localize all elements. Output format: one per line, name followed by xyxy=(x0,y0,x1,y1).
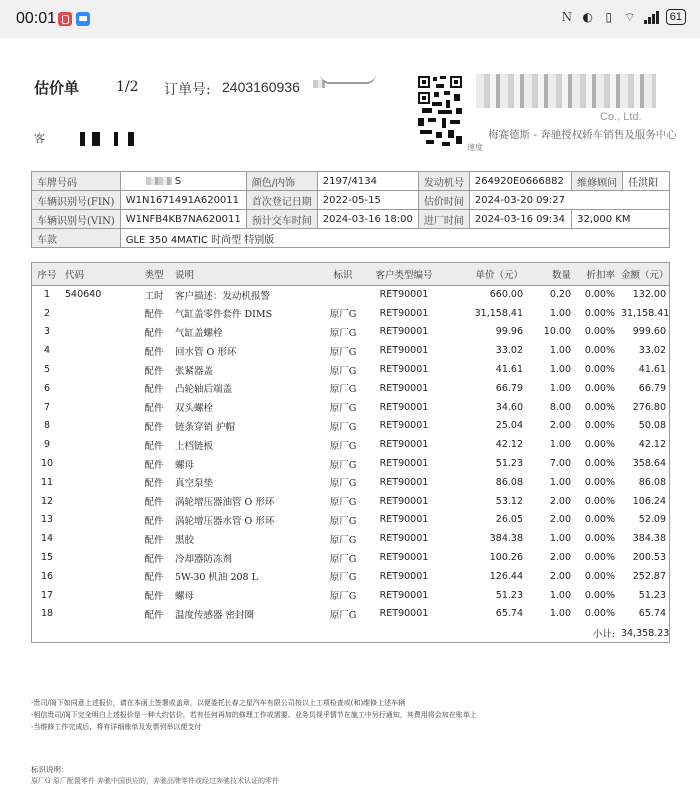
row-desc: 链条穿销 护帽 xyxy=(175,421,236,433)
row-desc: 5W-30 机油 208 L xyxy=(175,572,258,584)
battery-indicator: 61 xyxy=(666,9,686,25)
row-desc: 涡轮增压器油管 O 形环 xyxy=(175,497,275,509)
row-type: 配件 xyxy=(144,497,164,509)
row-qty: 2.00 xyxy=(549,552,571,564)
row-code: 540640 xyxy=(65,289,102,301)
scroll-handle xyxy=(320,74,376,84)
table-row xyxy=(32,379,669,398)
col-discount: 折扣率 xyxy=(574,263,618,285)
model-label: 车款 xyxy=(32,229,121,248)
row-qty: 2.00 xyxy=(549,420,571,432)
row-type: 配件 xyxy=(144,384,164,396)
row-no: 12 xyxy=(40,495,54,507)
row-type: 配件 xyxy=(144,327,164,339)
row-price: 51.23 xyxy=(495,589,523,601)
subtotal-label: 小计: xyxy=(592,629,615,641)
entry-time-label: 进厂时间 xyxy=(418,210,469,229)
row-discount: 0.00% xyxy=(584,476,615,488)
row-cust-code: RET90001 xyxy=(379,476,429,488)
row-mark: 原厂G xyxy=(329,572,357,584)
row-qty: 1.00 xyxy=(549,364,571,376)
row-mark: 原厂G xyxy=(329,365,357,377)
engine-label: 发动机号 xyxy=(418,172,469,191)
nfc-icon: Ｎ xyxy=(560,10,573,24)
row-desc: 真空泵垫 xyxy=(175,478,214,490)
status-icons xyxy=(560,9,686,25)
company-name-en: Co., Ltd. xyxy=(600,111,642,123)
row-no: 9 xyxy=(43,439,51,451)
row-code xyxy=(62,605,136,624)
row-mark: 原厂G xyxy=(329,346,357,358)
row-mark: 原厂G xyxy=(329,497,357,509)
note-line: -相信贵司/阁下完全明白上述报价是一种大约估价，若有任何再加的修理工作或需要、业务员视乎情节在施工中另行通知，其费用将会加在账单上 xyxy=(31,711,477,719)
model-value: GLE 350 4MATIC 时尚型 特别版 xyxy=(120,229,669,248)
row-mark xyxy=(322,285,364,304)
row-type: 配件 xyxy=(144,365,164,377)
row-code xyxy=(62,511,136,530)
row-qty: 1.00 xyxy=(549,476,571,488)
row-amount: 52.09 xyxy=(638,514,666,526)
row-code xyxy=(62,548,136,567)
col-desc: 说明 xyxy=(172,263,322,285)
row-mark: 原厂G xyxy=(329,327,357,339)
col-cust-code: 客户类型编号 xyxy=(364,263,444,285)
row-type: 配件 xyxy=(144,309,164,321)
row-qty: 2.00 xyxy=(549,514,571,526)
row-discount: 0.00% xyxy=(584,401,615,413)
table-row xyxy=(32,417,669,436)
color-value: 2197/4134 xyxy=(317,172,418,191)
row-code xyxy=(62,454,136,473)
row-discount: 0.00% xyxy=(584,326,615,338)
row-type: 配件 xyxy=(144,421,164,433)
customer-label: 客 xyxy=(34,132,45,145)
row-amount: 41.61 xyxy=(638,364,666,376)
row-type: 配件 xyxy=(144,515,164,527)
row-discount: 0.00% xyxy=(584,608,615,620)
line-items-panel xyxy=(31,262,670,643)
row-price: 31,158.41 xyxy=(474,307,523,319)
row-cust-code: RET90001 xyxy=(379,552,429,564)
row-mark: 原厂G xyxy=(329,384,357,396)
row-code xyxy=(62,304,136,323)
vehicle-info-table xyxy=(31,171,670,248)
row-cust-code: RET90001 xyxy=(379,570,429,582)
first-registration-label: 首次登记日期 xyxy=(246,191,317,210)
row-price: 100.26 xyxy=(489,552,523,564)
color-label: 颜色/内饰 xyxy=(246,172,317,191)
row-desc: 螺母 xyxy=(175,459,195,471)
row-type: 配件 xyxy=(144,440,164,452)
col-code: 代码 xyxy=(62,263,136,285)
table-row xyxy=(32,435,669,454)
row-type: 配件 xyxy=(144,609,164,621)
row-cust-code: RET90001 xyxy=(379,345,429,357)
table-row xyxy=(32,341,669,360)
company-address: 速度 xyxy=(467,143,483,152)
row-cust-code: RET90001 xyxy=(379,589,429,601)
row-desc: 螺母 xyxy=(175,591,195,603)
row-desc: 双头螺栓 xyxy=(175,403,214,415)
row-type: 配件 xyxy=(144,478,164,490)
row-amount: 65.74 xyxy=(638,608,666,620)
row-desc: 上档链板 xyxy=(175,440,214,452)
vin-value: W1NFB4KB7NA620011 xyxy=(120,210,246,229)
customer-redaction xyxy=(80,132,136,146)
row-discount: 0.00% xyxy=(584,345,615,357)
row-price: 86.08 xyxy=(495,476,523,488)
row-price: 41.61 xyxy=(495,364,523,376)
row-mark: 原厂G xyxy=(329,591,357,603)
row-code xyxy=(62,417,136,436)
qr-code xyxy=(416,74,464,148)
table-row xyxy=(32,529,669,548)
row-cust-code: RET90001 xyxy=(379,382,429,394)
table-row xyxy=(32,398,669,417)
mileage-value: 32,000 KM xyxy=(572,210,670,229)
row-price: 51.23 xyxy=(495,458,523,470)
terms-notes xyxy=(31,697,651,733)
row-mark: 原厂G xyxy=(329,309,357,321)
row-amount: 358.64 xyxy=(632,458,666,470)
col-price: 单价（元） xyxy=(444,263,526,285)
row-mark: 原厂G xyxy=(329,421,357,433)
row-qty: 0.20 xyxy=(549,289,571,301)
row-mark: 原厂G xyxy=(329,459,357,471)
row-type: 配件 xyxy=(144,403,164,415)
row-price: 33.02 xyxy=(495,345,523,357)
row-qty: 1.00 xyxy=(549,589,571,601)
row-type: 配件 xyxy=(144,346,164,358)
dnd-icon: ◐ xyxy=(582,10,593,24)
fin-label: 车辆识别号(FIN) xyxy=(32,191,121,210)
row-desc: 黑胶 xyxy=(175,534,195,546)
row-code xyxy=(62,435,136,454)
row-amount: 132.00 xyxy=(632,289,666,301)
table-header-row xyxy=(32,263,669,285)
row-code xyxy=(62,379,136,398)
table-row xyxy=(32,323,669,342)
subtotal-value: 34,358.23 xyxy=(621,627,669,639)
order-number-value: 2403160936 xyxy=(222,79,300,95)
row-no: 15 xyxy=(40,552,54,564)
row-no: 6 xyxy=(43,382,51,394)
row-discount: 0.00% xyxy=(584,495,615,507)
note-line: -贵司/阁下如同意上述报价，请在本函上签署或盖章，以便委托长春之星汽车有限公司按以上工项检查或(和)维修上述车辆 xyxy=(31,699,406,707)
row-amount: 66.79 xyxy=(638,382,666,394)
row-desc: 冷却器防冻剂 xyxy=(175,553,233,565)
legend-title: 标识说明： xyxy=(31,765,69,774)
table-row xyxy=(32,360,669,379)
row-price: 34.60 xyxy=(495,401,523,413)
row-cust-code: RET90001 xyxy=(379,420,429,432)
notification-chat-icon xyxy=(76,12,90,26)
row-desc: 气缸盖螺栓 xyxy=(175,327,223,339)
row-price: 53.12 xyxy=(495,495,523,507)
row-amount: 86.08 xyxy=(638,476,666,488)
row-code xyxy=(62,473,136,492)
row-code xyxy=(62,586,136,605)
col-no: 序号 xyxy=(32,263,62,285)
fin-value: W1N1671491A620011 xyxy=(120,191,246,210)
row-cust-code: RET90001 xyxy=(379,514,429,526)
vibrate-icon: ▯ xyxy=(605,10,613,24)
row-no: 5 xyxy=(43,364,51,376)
engine-value: 264920E0666882 xyxy=(469,172,571,191)
row-qty: 1.00 xyxy=(549,608,571,620)
table-row xyxy=(32,454,669,473)
row-qty: 1.00 xyxy=(549,533,571,545)
row-desc: 张紧器盖 xyxy=(175,365,214,377)
notification-app-icon xyxy=(58,12,72,26)
row-discount: 0.00% xyxy=(584,382,615,394)
row-discount: 0.00% xyxy=(584,533,615,545)
status-bar xyxy=(0,0,700,38)
row-qty: 1.00 xyxy=(549,307,571,319)
row-desc: 回水管 O 形环 xyxy=(175,346,237,358)
row-price: 66.79 xyxy=(495,382,523,394)
row-no: 2 xyxy=(43,307,51,319)
first-registration-value: 2022-05-15 xyxy=(317,191,418,210)
row-no: 16 xyxy=(40,570,54,582)
company-name-cn: 梅赛德斯 - 奔驰授权轿车销售及服务中心 xyxy=(488,129,677,141)
order-number-label: 订单号: xyxy=(164,82,211,98)
col-qty: 数量 xyxy=(526,263,574,285)
row-no: 8 xyxy=(43,420,51,432)
delivery-time-value: 2024-03-16 18:00 xyxy=(317,210,418,229)
row-type: 配件 xyxy=(144,459,164,471)
row-price: 99.96 xyxy=(495,326,523,338)
row-price: 384.38 xyxy=(489,533,523,545)
entry-time-value: 2024-03-16 09:34 xyxy=(469,210,571,229)
row-no: 10 xyxy=(40,458,54,470)
row-price: 65.74 xyxy=(495,608,523,620)
row-type: 工时 xyxy=(144,290,164,302)
row-discount: 0.00% xyxy=(584,570,615,582)
row-amount: 276.80 xyxy=(632,401,666,413)
row-amount: 33.02 xyxy=(638,345,666,357)
vin-label: 车辆识别号(VIN) xyxy=(32,210,121,229)
advisor-label: 维修顾问 xyxy=(572,172,623,191)
row-mark: 原厂G xyxy=(329,515,357,527)
company-name-redaction xyxy=(476,74,656,108)
row-cust-code: RET90001 xyxy=(379,289,429,301)
row-discount: 0.00% xyxy=(584,289,615,301)
row-discount: 0.00% xyxy=(584,458,615,470)
table-row xyxy=(32,548,669,567)
row-no: 11 xyxy=(40,476,54,488)
table-row xyxy=(32,473,669,492)
advisor-value: 任洪阳 xyxy=(623,172,670,191)
row-discount: 0.00% xyxy=(584,364,615,376)
row-mark: 原厂G xyxy=(329,534,357,546)
row-mark: 原厂G xyxy=(329,440,357,452)
wifi-icon: ⌔ xyxy=(624,10,636,24)
row-qty: 1.00 xyxy=(549,345,571,357)
line-items-table xyxy=(32,263,669,643)
row-code xyxy=(62,529,136,548)
table-row xyxy=(32,605,669,624)
row-desc: 涡轮增压器水管 O 形环 xyxy=(175,515,275,527)
col-mark: 标识 xyxy=(322,263,364,285)
row-type: 配件 xyxy=(144,553,164,565)
row-discount: 0.00% xyxy=(584,307,615,319)
row-price: 25.04 xyxy=(495,420,523,432)
row-amount: 51.23 xyxy=(638,589,666,601)
row-mark: 原厂G xyxy=(329,403,357,415)
row-no: 14 xyxy=(40,533,54,545)
row-desc: 温度传感器 密封圈 xyxy=(175,609,255,621)
row-amount: 31,158.41 xyxy=(621,307,669,319)
row-cust-code: RET90001 xyxy=(379,439,429,451)
table-row xyxy=(32,304,669,323)
row-discount: 0.00% xyxy=(584,589,615,601)
redaction xyxy=(313,80,325,88)
row-cust-code: RET90001 xyxy=(379,458,429,470)
row-cust-code: RET90001 xyxy=(379,307,429,319)
row-cust-code: RET90001 xyxy=(379,364,429,376)
row-price: 660.00 xyxy=(489,289,523,301)
row-cust-code: RET90001 xyxy=(379,326,429,338)
plate-label: 车牌号码 xyxy=(32,172,121,191)
row-amount: 999.60 xyxy=(632,326,666,338)
row-code xyxy=(62,360,136,379)
row-code xyxy=(62,567,136,586)
table-row xyxy=(32,567,669,586)
estimate-time-value: 2024-03-20 09:27 xyxy=(469,191,669,210)
row-cust-code: RET90001 xyxy=(379,495,429,507)
row-qty: 2.00 xyxy=(549,495,571,507)
legend-line: 原厂G 原厂配置零件 奔驰中国供应的，奔驰品牌零件或经过奔驰技术认证的零件 xyxy=(31,777,280,785)
row-mark: 原厂G xyxy=(329,553,357,565)
row-cust-code: RET90001 xyxy=(379,608,429,620)
col-amount: 金额（元） xyxy=(618,263,669,285)
row-qty: 10.00 xyxy=(543,326,571,338)
row-discount: 0.00% xyxy=(584,439,615,451)
row-cust-code: RET90001 xyxy=(379,533,429,545)
row-type: 配件 xyxy=(144,534,164,546)
row-amount: 384.38 xyxy=(632,533,666,545)
row-amount: 50.08 xyxy=(638,420,666,432)
row-discount: 0.00% xyxy=(584,514,615,526)
col-type: 类型 xyxy=(136,263,172,285)
row-price: 42.12 xyxy=(495,439,523,451)
row-desc: 气缸盖零件套件 DIMS xyxy=(175,309,273,321)
table-row xyxy=(32,586,669,605)
page-number: 1/2 xyxy=(116,79,139,95)
row-cust-code: RET90001 xyxy=(379,401,429,413)
plate-value: S xyxy=(120,172,246,191)
table-row xyxy=(32,492,669,511)
row-no: 18 xyxy=(40,608,54,620)
note-line: -当维修工作完成后，将有详细账单及发票列举以便支付 xyxy=(31,723,202,731)
row-type: 配件 xyxy=(144,572,164,584)
row-desc: 凸轮轴后端盖 xyxy=(175,384,233,396)
row-mark: 原厂G xyxy=(329,609,357,621)
delivery-time-label: 预计交车时间 xyxy=(246,210,317,229)
row-code xyxy=(62,492,136,511)
row-qty: 2.00 xyxy=(549,570,571,582)
signal-icon xyxy=(644,11,659,24)
subtotal-row xyxy=(32,623,669,643)
row-amount: 106.24 xyxy=(632,495,666,507)
row-no: 7 xyxy=(43,401,51,413)
row-no: 3 xyxy=(43,326,51,338)
row-amount: 200.53 xyxy=(632,552,666,564)
row-price: 26.05 xyxy=(495,514,523,526)
row-code xyxy=(62,398,136,417)
row-no: 4 xyxy=(43,345,51,357)
table-row xyxy=(32,285,669,304)
row-qty: 1.00 xyxy=(549,382,571,394)
row-desc: 客户描述：发动机报警 xyxy=(175,290,271,302)
row-code xyxy=(62,323,136,342)
row-amount: 42.12 xyxy=(638,439,666,451)
row-no: 13 xyxy=(40,514,54,526)
row-qty: 1.00 xyxy=(549,439,571,451)
row-discount: 0.00% xyxy=(584,420,615,432)
row-type: 配件 xyxy=(144,591,164,603)
document-title: 估价单 xyxy=(34,79,80,97)
row-amount: 252.87 xyxy=(632,570,666,582)
row-discount: 0.00% xyxy=(584,552,615,564)
row-no: 1 xyxy=(43,289,51,301)
estimate-time-label: 估价时间 xyxy=(418,191,469,210)
row-no: 17 xyxy=(40,589,54,601)
row-qty: 8.00 xyxy=(549,401,571,413)
row-qty: 7.00 xyxy=(549,458,571,470)
row-mark: 原厂G xyxy=(329,478,357,490)
status-time: 00:01 xyxy=(16,10,57,27)
table-row xyxy=(32,511,669,530)
row-code xyxy=(62,341,136,360)
row-price: 126.44 xyxy=(489,570,523,582)
